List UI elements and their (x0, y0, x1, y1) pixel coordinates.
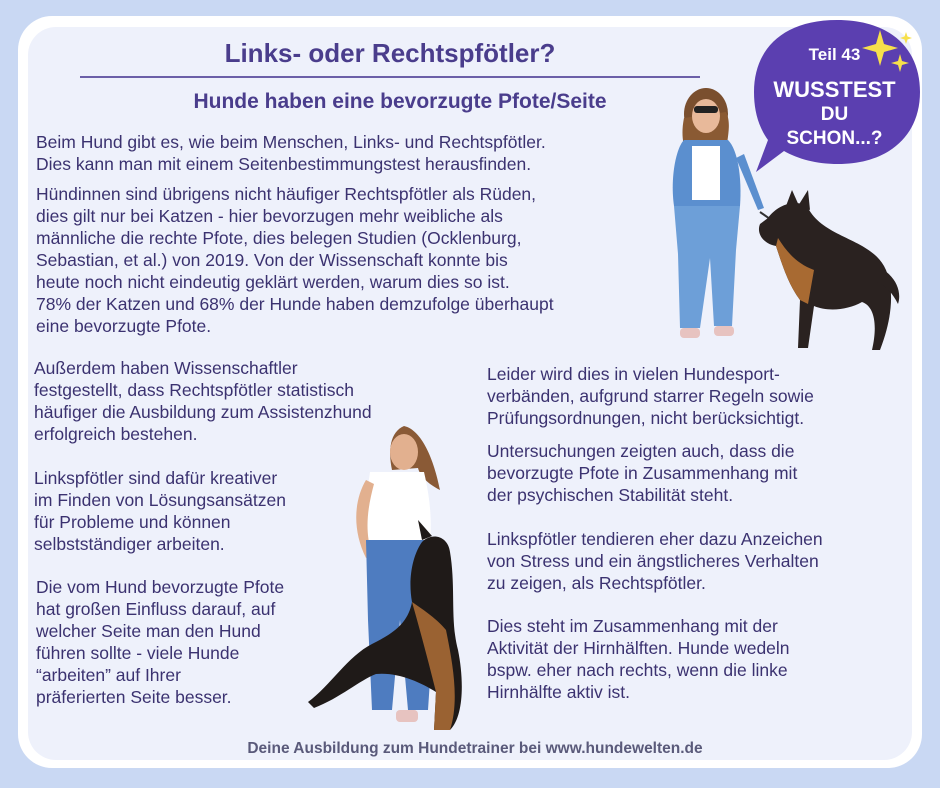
text-line: zu zeigen, als Rechtspfötler. (487, 573, 706, 593)
right-paragraph-2 (487, 440, 897, 506)
text-line: Sebastian, et al.) von 2019. Von der Wissenschaft konnte bis (36, 250, 508, 270)
badge-part-number: Teil 43 (808, 45, 861, 64)
page-subtitle: Hunde haben eine bevorzugte Pfote/Seite (193, 90, 607, 113)
intro-paragraph-2 (36, 183, 676, 337)
badge-line-3: SCHON...? (786, 128, 883, 149)
left-paragraph-2 (34, 467, 344, 555)
text-line: Prüfungsordnungen, nicht berücksichtigt. (487, 408, 805, 428)
sparkle-icon (900, 32, 912, 44)
badge-line-1: WUSSTEST (773, 77, 896, 102)
badge-line-2: DU (820, 104, 849, 125)
text-line: eine bevorzugte Pfote. (36, 316, 212, 336)
text-line: Hündinnen sind übrigens nicht häufiger Rechtspfötler als Rüden, (36, 184, 537, 204)
text-line: festgestellt, dass Rechtspfötler statistisch (34, 380, 354, 400)
text-line: Außerdem haben Wissenschaftler (34, 358, 298, 378)
text-line: Beim Hund gibt es, wie beim Menschen, Links- und Rechtspfötler. (36, 132, 546, 152)
text-line: 78% der Katzen und 68% der Hunde haben demzufolge überhaupt (36, 294, 554, 314)
text-line: “arbeiten” auf Ihrer (36, 665, 181, 685)
text-line: Untersuchungen zeigten auch, dass die (487, 441, 795, 461)
right-paragraph-3 (487, 528, 897, 594)
text-line: erfolgreich bestehen. (34, 424, 198, 444)
text-line: Dies kann man mit einem Seitenbestimmungstest herausfinden. (36, 154, 532, 174)
text-line: Linkspfötler tendieren eher dazu Anzeichen (487, 529, 823, 549)
text-line: hat großen Einfluss darauf, auf (36, 599, 276, 619)
text-line: männliche die rechte Pfote, dies belegen Studien (Ocklenburg, (36, 228, 522, 248)
text-line: von Stress und ein ängstlicheres Verhalten (487, 551, 819, 571)
intro-paragraph-1 (36, 131, 676, 175)
page-title: Links- oder Rechtspfötler? (224, 38, 556, 68)
text-line: Die vom Hund bevorzugte Pfote (36, 577, 285, 597)
woman-walking-dog-illustration (648, 78, 908, 368)
left-paragraph-1 (34, 357, 464, 445)
text-line: präferierten Seite besser. (36, 687, 232, 707)
text-line: bspw. eher nach rechts, wenn die linke (487, 660, 788, 680)
text-line: Leider wird dies in vielen Hundesport- (487, 364, 780, 384)
text-line: heute noch nicht eindeutig geklärt werden, warum dies so ist. (36, 272, 510, 292)
footer-credit: Deine Ausbildung zum Hundetrainer bei www.hundewelten.de (247, 740, 703, 757)
left-paragraph-3 (36, 576, 346, 708)
text-line: für Probleme und können (34, 512, 231, 532)
text-line: verbänden, aufgrund starrer Regeln sowie (487, 386, 814, 406)
right-paragraph-1 (487, 363, 897, 429)
text-line: Linkspfötler sind dafür kreativer (34, 468, 278, 488)
text-line: Dies steht im Zusammenhang mit der (487, 616, 778, 636)
text-line: der psychischen Stabilität steht. (487, 485, 734, 505)
text-line: führen sollte - viele Hunde (36, 643, 240, 663)
text-line: Hirnhälfte aktiv ist. (487, 682, 630, 702)
text-line: welcher Seite man den Hund (36, 621, 261, 641)
text-line: Aktivität der Hirnhälften. Hunde wedeln (487, 638, 790, 658)
woman-figure (673, 88, 764, 338)
text-line: dies gilt nur bei Katzen - hier bevorzugen mehr weibliche als (36, 206, 503, 226)
text-line: bevorzugte Pfote in Zusammenhang mit (487, 463, 798, 483)
text-line: selbstständiger arbeiten. (34, 534, 225, 554)
right-paragraph-4 (487, 615, 897, 703)
dog-figure (759, 190, 899, 350)
text-line: häufiger die Ausbildung zum Assistenzhund (34, 402, 372, 422)
text-line: im Finden von Lösungsansätzen (34, 490, 286, 510)
title-divider (80, 76, 700, 78)
